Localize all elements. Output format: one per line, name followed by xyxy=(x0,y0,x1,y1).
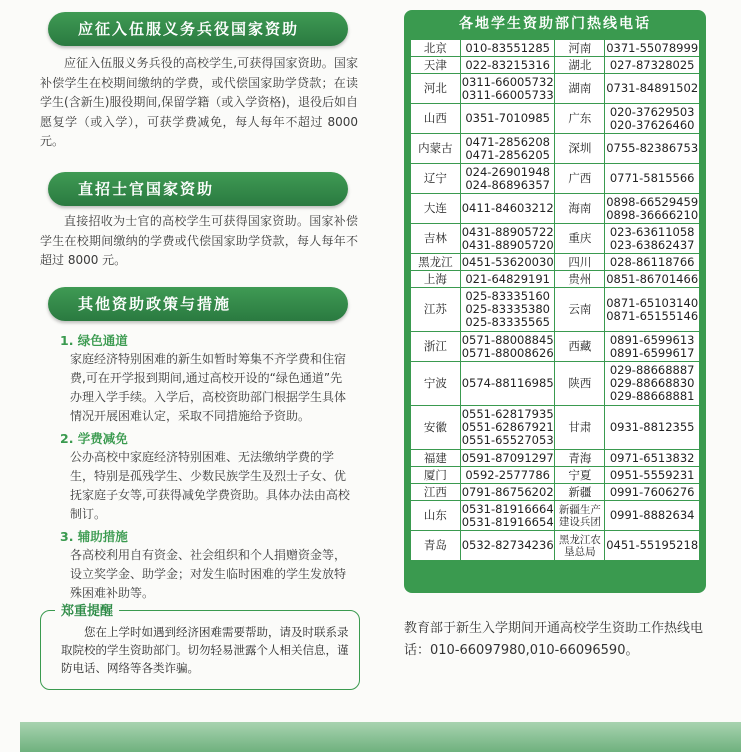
table-row xyxy=(411,531,700,561)
paragraph: 应征入伍服义务兵役的高校学生,可获得国家资助。国家补偿学生在校期间缴纳的学费，或代偿国家助学贷款；在读学生(含新生)服役期间,保留学籍（或入学资格)，退役后如自愿复学（或入学），可获学费减免，每人每年不超过 8000 元。 xyxy=(40,56,358,148)
hotline-footer: 教育部于新生入学期间开通高校学生资助工作热线电话：010-66097980,010-66096590。 xyxy=(404,621,704,658)
province-name: 宁波 xyxy=(411,362,461,406)
province-name: 上海 xyxy=(411,271,461,288)
phone-number: 0851-86701466 xyxy=(606,271,699,286)
table-row xyxy=(411,450,700,467)
table-row xyxy=(411,104,700,134)
phone-number: 0591-87091297 xyxy=(461,450,554,465)
phone-numbers xyxy=(605,57,700,74)
phone-numbers xyxy=(460,254,555,271)
table-row xyxy=(411,332,700,362)
bottom-decoration xyxy=(20,722,741,752)
province-name: 湖北 xyxy=(555,57,605,74)
phone-numbers xyxy=(460,362,555,406)
phone-numbers xyxy=(460,104,555,134)
phone-number: 027-87328025 xyxy=(609,57,695,72)
phone-number: 0531-81916664 xyxy=(461,501,554,516)
table-row xyxy=(411,406,700,450)
phone-number: 0551-62817935 xyxy=(461,407,554,421)
list-item xyxy=(60,527,350,603)
list-item xyxy=(60,331,350,426)
phone-number: 0898-66529459 xyxy=(606,194,699,209)
item-label: 1. 绿色通道 xyxy=(60,333,128,348)
province-name: 广东 xyxy=(555,104,605,134)
table-row xyxy=(411,271,700,288)
phone-numbers xyxy=(605,450,700,467)
phone-number: 021-64829191 xyxy=(465,271,550,286)
phone-number: 025-83335160 xyxy=(465,289,550,303)
table-row xyxy=(411,57,700,74)
province-name: 天津 xyxy=(411,57,461,74)
phone-number: 023-63611058 xyxy=(609,224,695,239)
section-title: 其他资助政策与措施 xyxy=(78,295,232,313)
phone-numbers xyxy=(605,332,700,362)
item-label: 2. 学费减免 xyxy=(60,431,128,446)
phone-number: 010-83551285 xyxy=(465,40,550,55)
notice-text xyxy=(61,623,351,677)
notice-box xyxy=(40,604,360,690)
province-name: 宁夏 xyxy=(555,467,605,484)
phone-number: 024-86896357 xyxy=(465,177,550,192)
hotline-panel xyxy=(404,10,706,593)
province-name: 浙江 xyxy=(411,332,461,362)
phone-number: 023-63862437 xyxy=(609,237,695,252)
phone-numbers xyxy=(460,450,555,467)
phone-numbers xyxy=(605,501,700,531)
province-name: 青岛 xyxy=(411,531,461,561)
province-name: 厦门 xyxy=(411,467,461,484)
province-name: 海南 xyxy=(555,194,605,224)
phone-number: 0891-6599613 xyxy=(609,332,695,347)
province-name: 山东 xyxy=(411,501,461,531)
phone-numbers xyxy=(460,40,555,57)
phone-numbers xyxy=(605,134,700,164)
phone-number: 022-83215316 xyxy=(465,57,550,72)
phone-number: 0431-88905720 xyxy=(461,237,554,252)
phone-numbers xyxy=(605,74,700,104)
phone-numbers xyxy=(605,254,700,271)
phone-number: 0771-5815566 xyxy=(609,171,695,185)
phone-number: 0898-36666210 xyxy=(606,207,699,222)
phone-numbers xyxy=(460,406,555,450)
phone-number: 0371-55078999 xyxy=(606,40,699,55)
province-name: 江苏 xyxy=(411,288,461,332)
phone-number: 0991-8882634 xyxy=(609,508,695,522)
phone-numbers xyxy=(605,271,700,288)
phone-numbers xyxy=(460,224,555,254)
phone-numbers xyxy=(460,74,555,104)
phone-numbers xyxy=(460,57,555,74)
section-header-other-policies xyxy=(48,287,348,321)
province-name: 新疆生产建设兵团 xyxy=(555,501,605,531)
phone-numbers xyxy=(605,484,700,501)
phone-number: 0971-6513832 xyxy=(609,450,695,465)
province-name: 内蒙古 xyxy=(411,134,461,164)
phone-number: 025-83335380 xyxy=(465,302,550,316)
province-name: 吉林 xyxy=(411,224,461,254)
phone-numbers xyxy=(605,406,700,450)
paragraph: 直接招收为士官的高校学生可获得国家资助。国家补偿学生在校期间缴纳的学费或代偿国家助学贷款，每人每年不超过 8000 元。 xyxy=(40,214,358,267)
province-name: 北京 xyxy=(411,40,461,57)
table-row xyxy=(411,288,700,332)
phone-number: 0532-82734236 xyxy=(461,538,554,552)
phone-numbers xyxy=(605,164,700,194)
phone-number: 024-26901948 xyxy=(465,164,550,179)
table-row xyxy=(411,134,700,164)
province-name: 贵州 xyxy=(555,271,605,288)
phone-numbers xyxy=(460,531,555,561)
phone-number: 0931-8812355 xyxy=(609,420,695,434)
phone-number: 0731-84891502 xyxy=(606,81,699,95)
phone-number: 0891-6599617 xyxy=(609,345,695,360)
item-text: 公办高校中家庭经济特别困难、无法缴纳学费的学生，特别是孤残学生、少数民族学生及烈士子女、优抚家庭子女等,可获得减免学费资助。具体办法由高校制订。 xyxy=(70,450,350,521)
phone-number: 0551-65527053 xyxy=(461,433,554,447)
phone-number: 0991-7606276 xyxy=(609,484,695,499)
phone-number: 0571-88008845 xyxy=(461,332,554,347)
phone-number: 0531-81916654 xyxy=(461,514,554,529)
phone-numbers xyxy=(605,467,700,484)
phone-number: 0574-88116985 xyxy=(461,376,554,390)
province-name: 陕西 xyxy=(555,362,605,406)
phone-numbers xyxy=(460,271,555,288)
province-name: 山西 xyxy=(411,104,461,134)
table-row xyxy=(411,467,700,484)
province-name: 青海 xyxy=(555,450,605,467)
table-row xyxy=(411,501,700,531)
phone-number: 0871-65155146 xyxy=(606,308,699,323)
section-title: 应征入伍服义务兵役国家资助 xyxy=(78,20,300,38)
section-title: 直招士官国家资助 xyxy=(78,180,215,198)
province-name: 黑龙江 xyxy=(411,254,461,271)
phone-number: 0551-62867921 xyxy=(461,420,554,434)
phone-number: 029-88668887 xyxy=(609,363,695,377)
phone-numbers xyxy=(605,224,700,254)
phone-number: 0871-65103140 xyxy=(606,295,699,310)
phone-number: 0451-55195218 xyxy=(606,538,699,552)
phone-number: 0311-66005732 xyxy=(461,74,554,89)
phone-number: 029-88668881 xyxy=(609,389,695,403)
phone-number: 0791-86756202 xyxy=(461,484,554,499)
phone-numbers xyxy=(460,194,555,224)
item-text: 各高校利用自有资金、社会组织和个人捐赠资金等，设立奖学金、助学金；对发生临时困难的学生发放特殊困难补助等。 xyxy=(70,548,347,600)
province-name: 广西 xyxy=(555,164,605,194)
phone-number: 0411-84603212 xyxy=(461,201,554,215)
notice-body: 您在上学时如遇到经济困难需要帮助，请及时联系录取院校的学生资助部门。切勿轻易泄露个人相关信息，谨防电话、网络等各类诈骗。 xyxy=(61,625,349,675)
phone-numbers xyxy=(460,134,555,164)
table-row xyxy=(411,224,700,254)
section-header-conscription xyxy=(48,12,348,46)
other-policies-list xyxy=(60,328,350,605)
province-name: 福建 xyxy=(411,450,461,467)
phone-numbers xyxy=(460,467,555,484)
province-name: 重庆 xyxy=(555,224,605,254)
table-row xyxy=(411,74,700,104)
phone-number: 0471-2856205 xyxy=(465,147,550,162)
phone-numbers xyxy=(605,194,700,224)
phone-number: 0471-2856208 xyxy=(465,134,550,149)
province-name: 大连 xyxy=(411,194,461,224)
phone-number: 0351-7010985 xyxy=(465,111,550,125)
phone-number: 0592-2577786 xyxy=(465,467,550,482)
table-row xyxy=(411,164,700,194)
hotline-title: 各地学生资助部门热线电话 xyxy=(459,16,651,32)
province-name: 辽宁 xyxy=(411,164,461,194)
phone-numbers xyxy=(460,484,555,501)
province-name: 西藏 xyxy=(555,332,605,362)
phone-number: 0451-53620030 xyxy=(461,254,554,269)
province-name: 四川 xyxy=(555,254,605,271)
phone-number: 0755-82386753 xyxy=(606,141,699,155)
province-name: 深圳 xyxy=(555,134,605,164)
phone-numbers xyxy=(460,164,555,194)
phone-number: 0311-66005733 xyxy=(461,87,554,102)
notice-title: 郑重提醒 xyxy=(55,600,119,619)
phone-numbers xyxy=(460,288,555,332)
province-name: 江西 xyxy=(411,484,461,501)
phone-number: 0571-88008626 xyxy=(461,345,554,360)
phone-numbers xyxy=(605,531,700,561)
section-header-sergeant xyxy=(48,172,348,206)
province-name: 湖南 xyxy=(555,74,605,104)
province-name: 河南 xyxy=(555,40,605,57)
hotline-table xyxy=(410,39,700,561)
section-body-sergeant xyxy=(40,212,358,271)
item-text: 家庭经济特别困难的新生如暂时筹集不齐学费和住宿费,可在开学报到期间,通过高校开设的“绿色通道”先办理入学手续。入学后，高校资助部门根据学生具体情况开展困难认定，采取不同措施给予资助。 xyxy=(70,352,347,423)
item-label: 3. 辅助措施 xyxy=(60,529,128,544)
phone-number: 0431-88905722 xyxy=(461,224,554,239)
table-row xyxy=(411,484,700,501)
table-row xyxy=(411,40,700,57)
phone-numbers xyxy=(460,501,555,531)
province-name: 安徽 xyxy=(411,406,461,450)
province-name: 河北 xyxy=(411,74,461,104)
province-name: 云南 xyxy=(555,288,605,332)
table-row xyxy=(411,362,700,406)
phone-number: 028-86118766 xyxy=(609,254,695,269)
phone-number: 0951-5559231 xyxy=(609,467,695,482)
province-name: 甘肃 xyxy=(555,406,605,450)
phone-numbers xyxy=(605,104,700,134)
list-item xyxy=(60,429,350,524)
phone-number: 020-37626460 xyxy=(609,117,695,132)
phone-numbers xyxy=(605,362,700,406)
phone-numbers xyxy=(605,40,700,57)
phone-numbers xyxy=(605,288,700,332)
province-name: 新疆 xyxy=(555,484,605,501)
province-name: 黑龙江农垦总局 xyxy=(555,531,605,561)
section-body-conscription xyxy=(40,54,358,152)
table-row xyxy=(411,194,700,224)
phone-number: 020-37629503 xyxy=(609,104,695,119)
phone-number: 029-88668830 xyxy=(609,376,695,390)
table-row xyxy=(411,254,700,271)
phone-numbers xyxy=(460,332,555,362)
phone-number: 025-83335565 xyxy=(465,315,550,329)
